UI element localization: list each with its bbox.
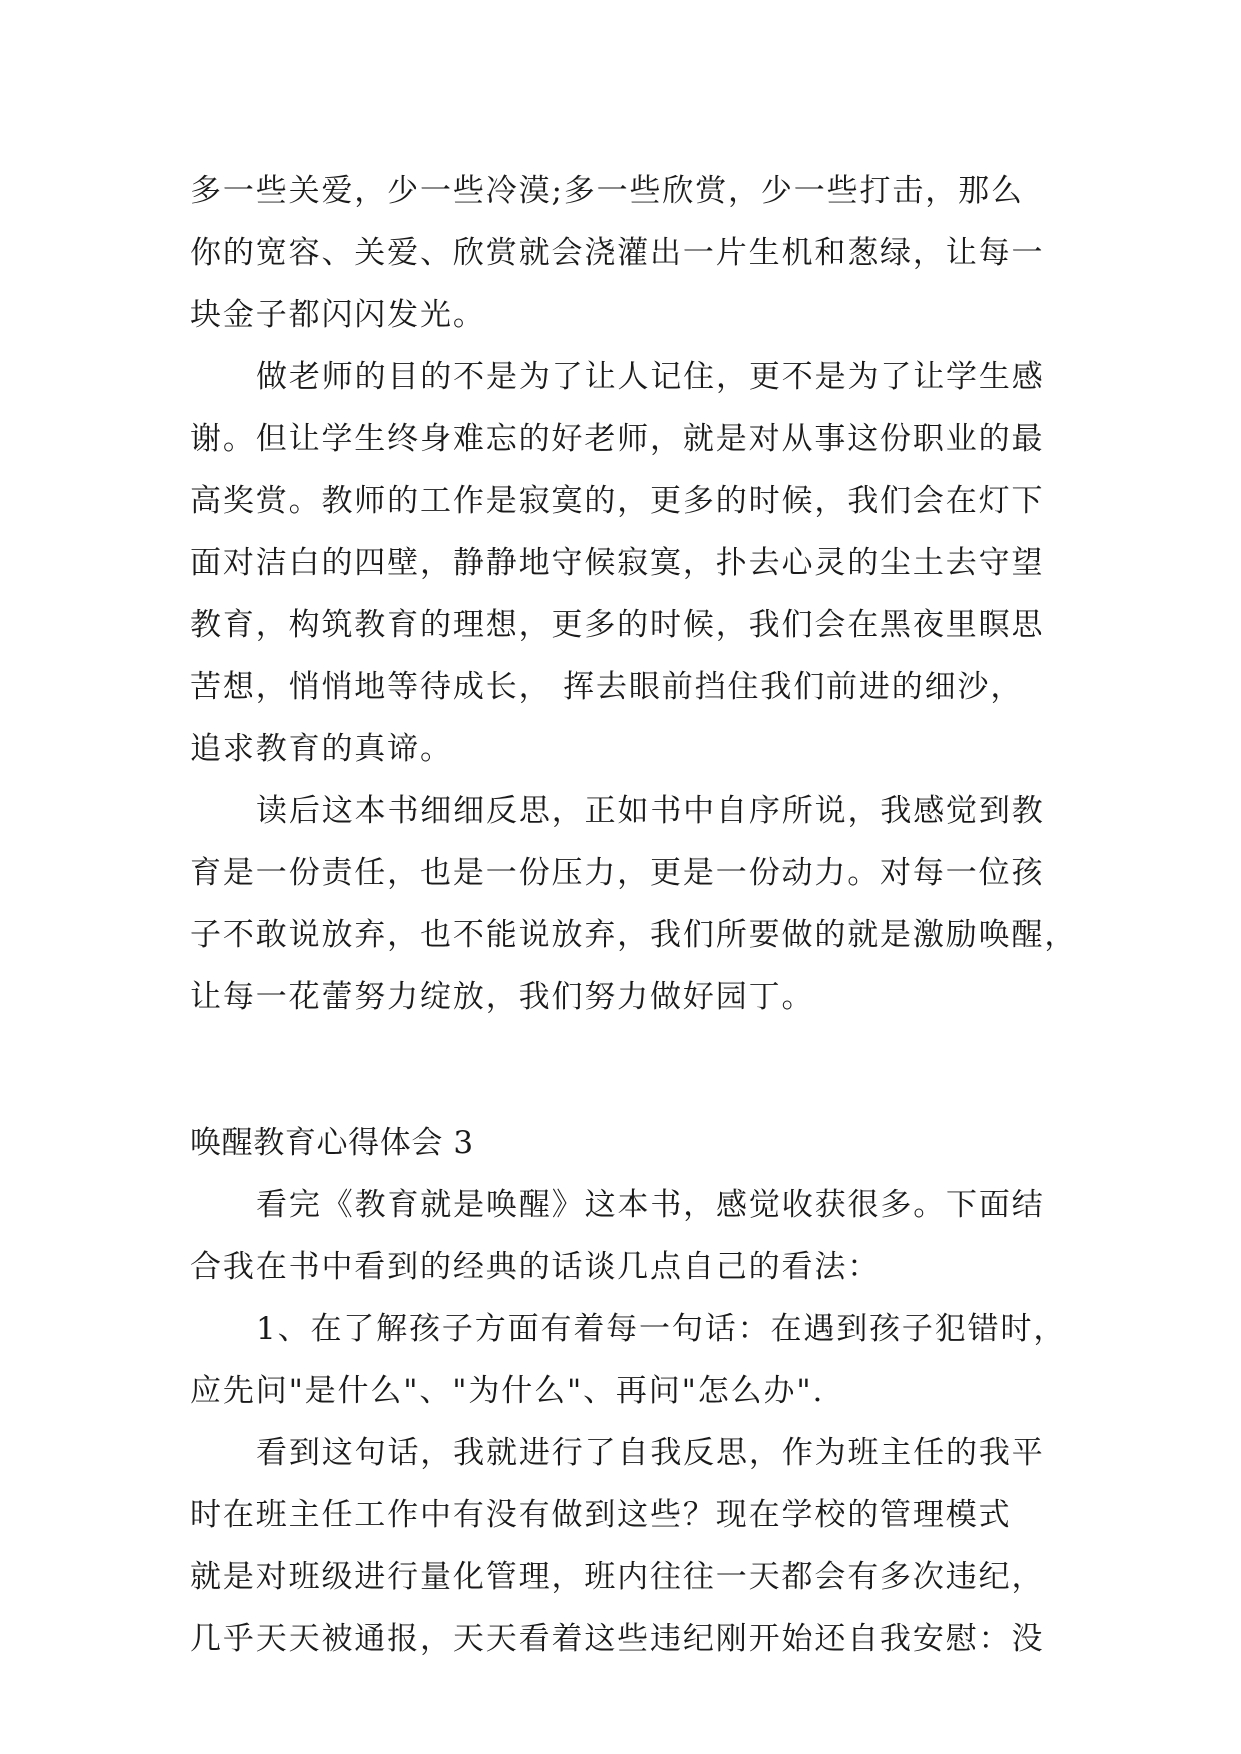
section-paragraph-1: [190, 1174, 1060, 1298]
text-line: 追求教育的真谛。: [190, 731, 453, 767]
text-line: 子不敢说放弃，也不能说放弃，我们所要做的就是激励唤醒，: [190, 917, 1078, 953]
paragraph-3: [190, 780, 1078, 1028]
text-line: 1、在了解孩子方面有着每一句话：在遇到孩子犯错时，: [256, 1311, 1067, 1347]
text-line: 看到这句话，我就进行了自我反思，作为班主任的我平: [256, 1435, 1045, 1471]
text-line: 育是一份责任，也是一份压力，更是一份动力。对每一位孩: [190, 855, 1045, 891]
text-line: 合我在书中看到的经典的话谈几点自己的看法：: [190, 1249, 881, 1285]
section-paragraph-3: [190, 1422, 1060, 1670]
text-line: 让每一花蕾努力绽放，我们努力做好园丁。: [190, 979, 815, 1015]
text-line: 应先问"是什么"、"为什么"、再问"怎么办".: [190, 1373, 825, 1409]
text-line: 就是对班级进行量化管理，班内往往一天都会有多次违纪，: [190, 1559, 1045, 1595]
document-page: [190, 160, 1078, 1670]
text-line: 教育，构筑教育的理想，更多的时候，我们会在黑夜里瞑思: [190, 607, 1045, 643]
text-line: 你的宽容、关爱、欣赏就会浇灌出一片生机和葱绿，让每一: [190, 235, 1045, 271]
text-line: 谢。但让学生终身难忘的好老师，就是对从事这份职业的最: [190, 421, 1045, 457]
text-line: 时在班主任工作中有没有做到这些？现在学校的管理模式: [190, 1497, 1012, 1533]
text-line: 几乎天天被通报，天天看着这些违纪刚开始还自我安慰：没: [190, 1621, 1045, 1657]
section-title: 唤醒教育心得体会 3: [190, 1125, 474, 1161]
paragraph-1: [190, 160, 1060, 346]
text-line: 多一些关爱，少一些冷漠;多一些欣赏，少一些打击，那么: [190, 173, 1024, 209]
text-line: 做老师的目的不是为了让人记住，更不是为了让学生感: [256, 359, 1045, 395]
text-line: 高奖赏。教师的工作是寂寞的，更多的时候，我们会在灯下: [190, 483, 1045, 519]
text-line: 读后这本书细细反思，正如书中自序所说，我感觉到教: [256, 793, 1045, 829]
text-line: 苦想，悄悄地等待成长， 挥去眼前挡住我们前进的细沙，: [190, 669, 1024, 705]
section-paragraph-2: [190, 1298, 1067, 1422]
text-line: 看完《教育就是唤醒》这本书，感觉收获很多。下面结: [256, 1187, 1045, 1223]
text-line: 面对洁白的四壁，静静地守候寂寞，扑去心灵的尘土去守望: [190, 545, 1045, 581]
section-spacer: [190, 1028, 1060, 1112]
text-line: 块金子都闪闪发光。: [190, 297, 486, 333]
paragraph-2: [190, 346, 1060, 780]
